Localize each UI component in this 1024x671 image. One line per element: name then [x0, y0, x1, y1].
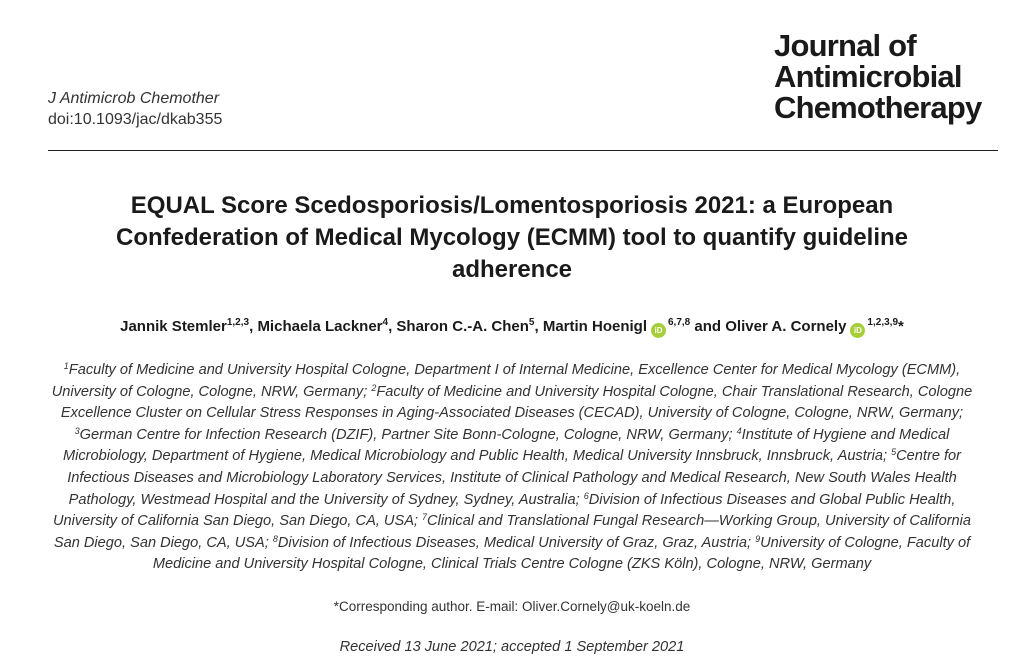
author-affiliation-ref: 1,2,3 — [226, 317, 250, 328]
journal-abbrev: J Antimicrob Chemother — [48, 90, 220, 107]
journal-logo — [774, 30, 981, 123]
affiliation-number: 5 — [891, 447, 897, 458]
affiliation-number: 1 — [63, 361, 69, 371]
affiliation-text: Division of Infectious Diseases, Medical University of Graz, Graz, Austria; — [277, 534, 756, 551]
received-dates: Received 13 June 2021; accepted 1 September 2021 — [339, 639, 685, 655]
author-name[interactable]: Martin Hoenigl — [542, 318, 647, 335]
affiliations — [50, 360, 974, 576]
affiliation-text: Institute of Hygiene and Medical Microbiology, Department of Hygiene, Medical Microbiology and Public Health, Medical University Innsbruck, Innsbruck, Austria; — [62, 426, 950, 465]
header-divider — [48, 150, 998, 151]
affiliation-number: 6 — [583, 490, 589, 501]
doi[interactable]: doi:10.1093/jac/dkab355 — [48, 111, 223, 128]
author-separator: , — [534, 318, 543, 335]
author-separator: , — [388, 318, 397, 335]
journal-citation — [48, 88, 222, 130]
author-affiliation-ref: 1,2,3,9 — [867, 317, 899, 328]
title-line: adherence — [451, 256, 573, 283]
affiliation-text: Division of Infectious Diseases and Global Public Health, University of California San Diego, San Diego, CA, USA; — [52, 491, 956, 530]
author-name[interactable]: Jannik Stemler — [120, 318, 227, 335]
author-name[interactable]: Sharon C.-A. Chen — [396, 318, 529, 335]
author-affiliation-ref: 4 — [382, 317, 389, 328]
affiliation-number: 4 — [736, 425, 742, 436]
affiliation-number: 7 — [422, 512, 428, 523]
affiliation-number: 8 — [272, 533, 278, 544]
author-name[interactable]: Oliver A. Cornely — [725, 318, 847, 335]
author-separator: and — [690, 318, 726, 335]
author-name[interactable]: Michaela Lackner — [257, 318, 383, 335]
journal-logo-line: Antimicrobial — [774, 59, 962, 94]
title-line: Confederation of Medical Mycology (ECMM) tool to quantify guideline — [116, 224, 908, 251]
affiliation-number: 3 — [74, 425, 80, 436]
affiliation-text: Faculty of Medicine and University Hospital Cologne, Department I of Internal Medicine, Excellence Center for Medical Mycology (ECMM), University of Cologne, Cologne, NRW, Germany; — [51, 362, 961, 400]
author-separator: * — [898, 318, 904, 335]
author-affiliation-ref: 6,7,8 — [668, 317, 691, 328]
author-separator: , — [249, 318, 258, 335]
orcid-icon[interactable]: iD — [651, 323, 666, 338]
affiliation-text: Centre for Infectious Diseases and Microbiology Laboratory Services, Institute of Clinical Pathology and Medical Research, New South Wales Health Pathology, Westmead Hospital and the University of Sydney, Sydney, Australia; — [67, 448, 962, 508]
orcid-icon[interactable]: iD — [850, 323, 865, 338]
journal-logo-line: Chemotherapy — [774, 90, 982, 125]
affiliation-text: University of Cologne, Faculty of Medicine and University Hospital Cologne, Clinical Trials Centre Cologne (ZKS Köln), Cologne, NRW, Germany — [152, 534, 971, 573]
affiliation-number: 9 — [755, 533, 761, 544]
author-list — [20, 316, 1004, 338]
affiliation-number: 2 — [371, 382, 377, 393]
title-line: EQUAL Score Scedosporiosis/Lomentosporiosis 2021: a European — [130, 192, 894, 219]
corresponding-author: *Corresponding author. E-mail: Oliver.Cornely@uk-koeln.de — [333, 599, 691, 614]
journal-logo-line: Journal of — [774, 28, 916, 63]
affiliation-text: Clinical and Translational Fungal Research—Working Group, University of California San Diego, San Diego, CA, USA; — [53, 513, 972, 551]
affiliation-text: German Centre for Infection Research (DZIF), Partner Site Bonn-Cologne, Cologne, NRW, Germany; — [79, 426, 737, 443]
affiliation-text: Faculty of Medicine and University Hospital Cologne, Chair Translational Research, Cologne Excellence Cluster on Cellular Stress Responses in Aging-Associated Diseases (CECAD), University of Cologne, Cologne, NRW, Germany; — [60, 383, 973, 422]
article-title — [40, 190, 984, 286]
author-affiliation-ref: 5 — [528, 317, 535, 328]
